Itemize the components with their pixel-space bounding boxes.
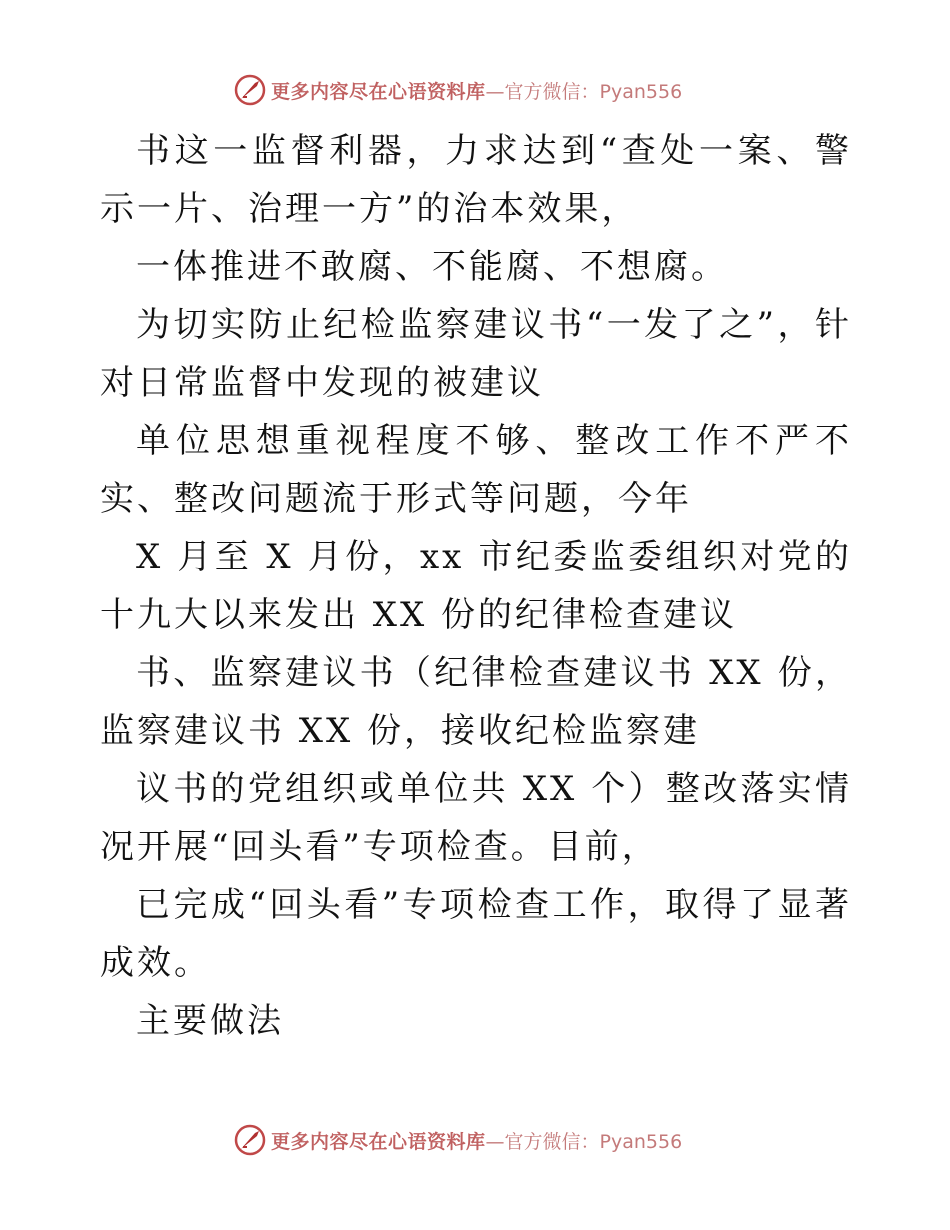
paragraph: 单位思想重视程度不够、整改工作不严不实、整改问题流于形式等问题，今年 <box>100 421 852 519</box>
paragraph: 为切实防止纪检监察建议书“一发了之”，针对日常监督中发现的被建议 <box>100 305 852 403</box>
paragraph: 议书的党组织或单位共 XX 个）整改落实情况开展“回头看”专项检查。目前， <box>100 769 852 867</box>
watermark-primary-text: 更多内容尽在心语资料库 <box>271 80 486 103</box>
paragraph: 一体推进不敢腐、不能腐、不想腐。 <box>136 247 728 287</box>
paragraph: 书、监察建议书（纪律检查建议书 XX 份，监察建议书 XX 份，接收纪检监察建 <box>100 653 852 751</box>
paragraph: 书这一监督利器，力求达到“查处一案、警示一片、治理一方”的治本效果， <box>100 131 852 229</box>
document-body <box>100 122 852 1050</box>
header-watermark <box>233 72 682 108</box>
watermark-primary-text: 更多内容尽在心语资料库 <box>271 1130 486 1153</box>
quill-logo-icon <box>233 1123 267 1157</box>
paragraph: X 月至 X 月份，xx 市纪委监委组织对党的十九大以来发出 XX 份的纪律检查建议 <box>100 537 852 635</box>
watermark-secondary-text: —官方微信：Pyan556 <box>485 1130 683 1153</box>
paragraph: 已完成“回头看”专项检查工作，取得了显著成效。 <box>100 885 852 983</box>
section-heading: 主要做法 <box>136 1001 284 1041</box>
watermark-secondary-text: —官方微信：Pyan556 <box>485 80 683 103</box>
footer-watermark <box>233 1122 682 1158</box>
quill-logo-icon <box>233 73 267 107</box>
